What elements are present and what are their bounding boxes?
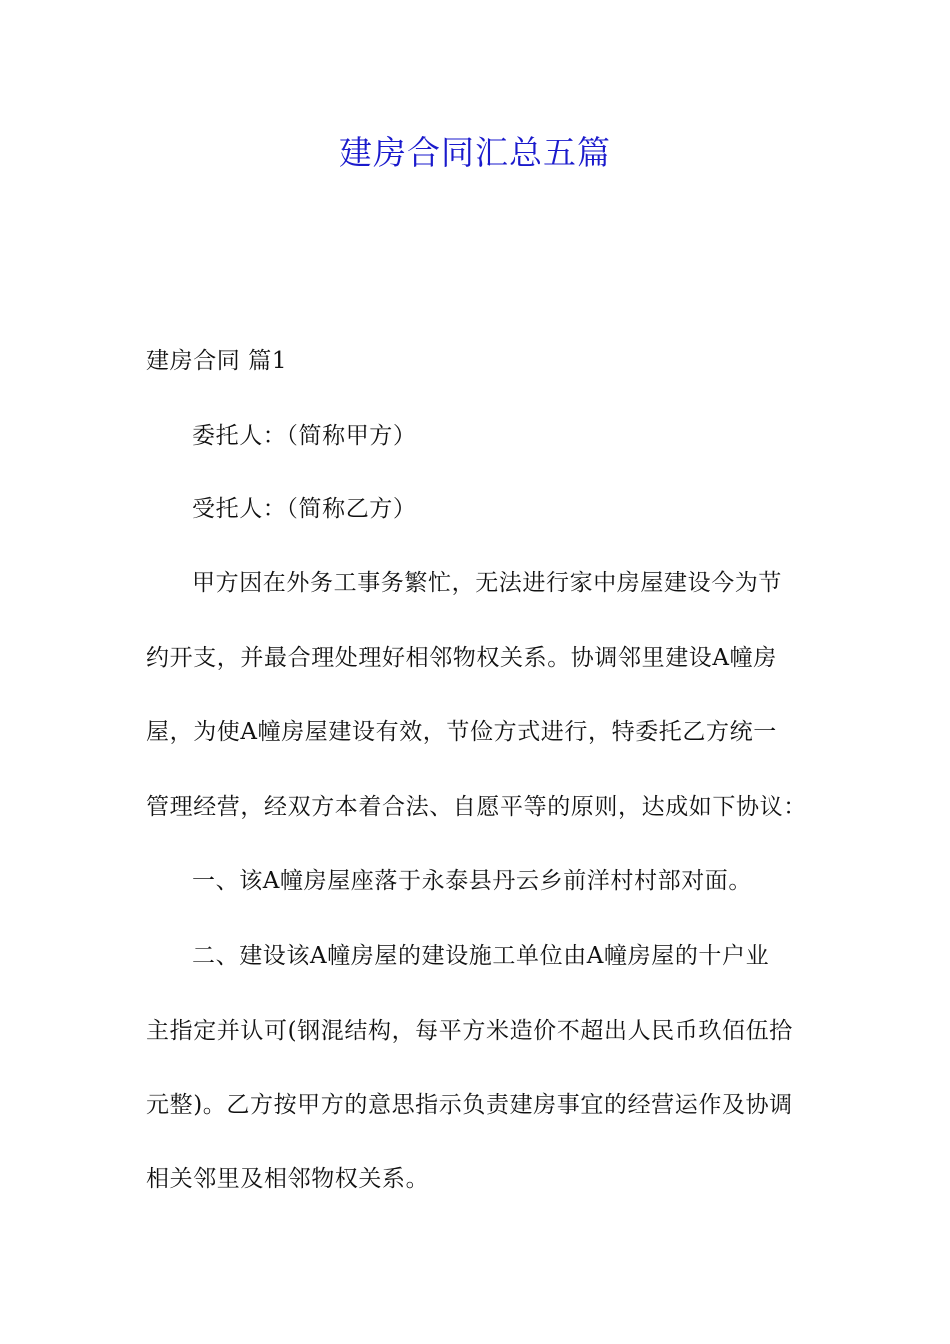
document-title: 建房合同汇总五篇 xyxy=(339,133,611,172)
paragraph-line: 甲方因在外务工事务繁忙，无法进行家中房屋建设今为节 xyxy=(192,570,782,596)
section-heading: 建房合同 篇1 xyxy=(146,348,288,374)
paragraph-line: 约开支，并最合理处理好相邻物权关系。协调邻里建设A幢房 xyxy=(146,645,777,671)
clause-2-line: 主指定并认可(钢混结构，每平方米造价不超出人民币玖佰伍拾 xyxy=(146,1018,793,1044)
paragraph-line: 管理经营，经双方本着合法、自愿平等的原则，达成如下协议： xyxy=(146,794,807,820)
paragraph-line: 屋，为使A幢房屋建设有效，节俭方式进行，特委托乙方统一 xyxy=(146,719,777,745)
clause-1-line: 一、该A幢房屋座落于永泰县丹云乡前洋村村部对面。 xyxy=(192,868,753,894)
party-b-line: 受托人：（简称乙方） xyxy=(192,496,417,522)
party-a-line: 委托人：（简称甲方） xyxy=(192,423,417,449)
clause-2-line: 元整)。乙方按甲方的意思指示负责建房事宜的经营运作及协调 xyxy=(146,1092,793,1118)
clause-2-line: 二、建设该A幢房屋的建设施工单位由A幢房屋的十户业 xyxy=(192,943,770,969)
clause-2-line: 相关邻里及相邻物权关系。 xyxy=(146,1166,430,1192)
